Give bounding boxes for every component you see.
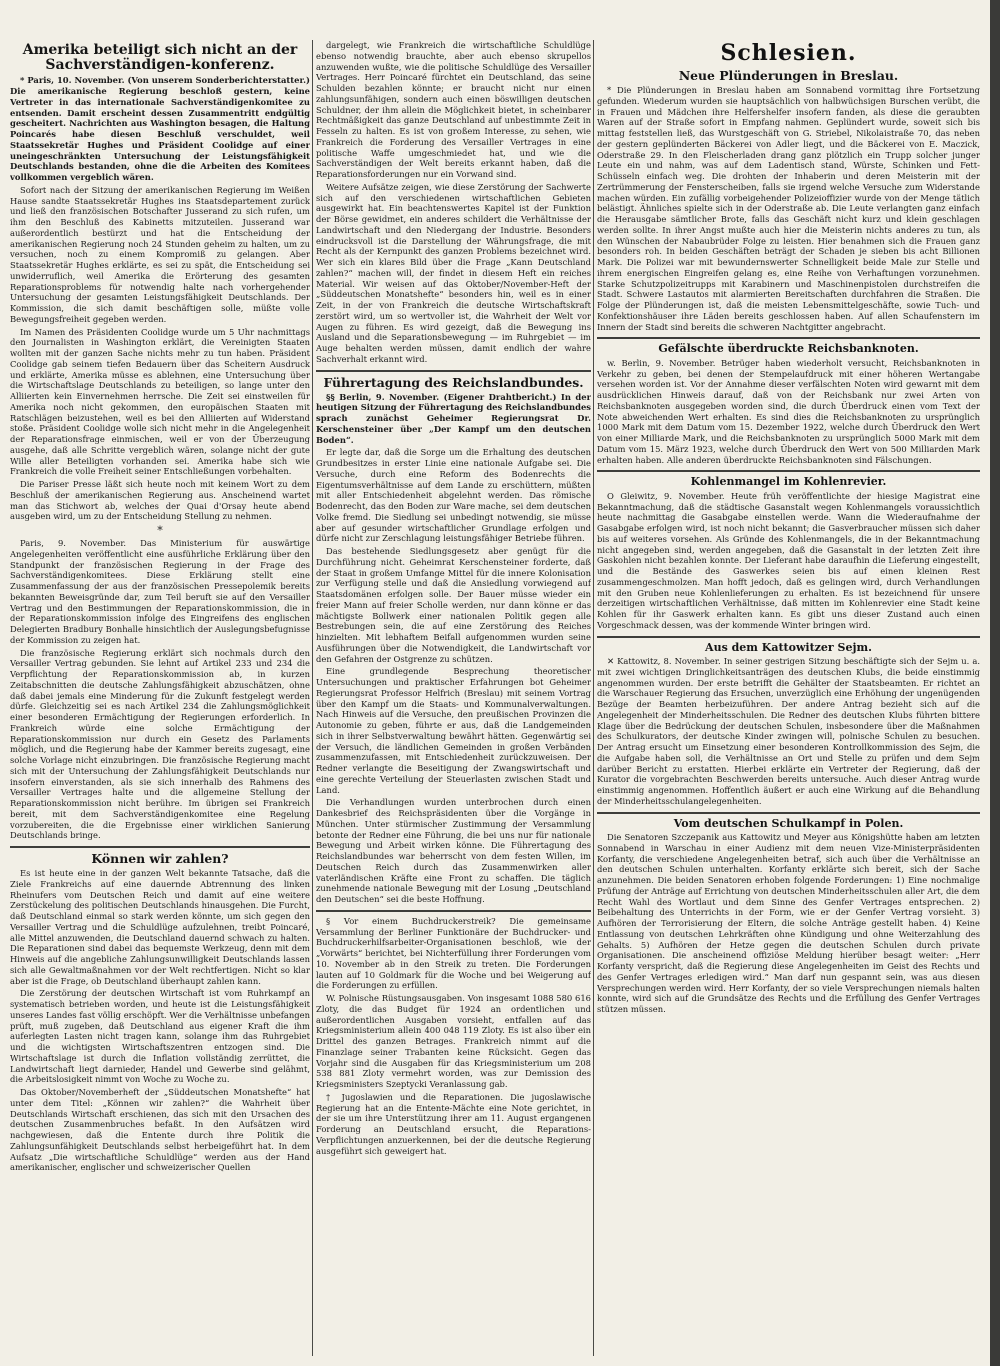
article-paragraph: * Die Plünderungen in Breslau haben am Sonnabend vormittag ihre Fortsetzung gefunden. Wiederum wurden sie hauptsächlich von halbwüchsigen Burschen verübt, die in Frauen und Mädchen ihre Helfershelfer insofern fanden, als diese die geraubten Waren auf der Straße sofort in Empfang nahmen. Geplündert wurde, soweit sich bis mittag feststellen ließ, das Wurstgeschäft von G. Striebel, Nikolaistraße 70, das neben der gestern geplünderten Bäckerei von Adler liegt, und die Bäckerei von E. Maczick, Oderstraße 29. In den Fleischerladen drang ganz plötzlich ein Trupp solcher junger Leute ein und nahm, was auf dem Ladentisch stand, Würste, Schinken und Fett-Schüsseln einfach weg. Die drohten der Inhaberin und deren Meisterin mit der Zertrümmerung der Fensterscheiben, falls sie irgend welche Versuche zum Widerstande machen würden. Ein zufällig vorbeigehender Polizeioffizier wurde von der Menge tätlich belästigt. Ähnliches spielte sich in der Oderstraße ab. Die Leute verlangten ganz einfach die Herausgabe sämtlicher Brote, falls das Geschäft nicht kurz und klein geschlagen werden sollte. In ihrer Angst mußte auch hier die Meisterin nichts anderes zu tun, als den Wünschen der Nabaubrüder Folge zu leisten. Hier benahmen sich die Frauen ganz besonders roh. In beiden Geschäften beträgt der Schaden je sieben bis acht Billionen Mark. Die Polizei war mit bewundernswerter Schnelligkeit beide Male zur Stelle und ihrem energischen Eingreifen gelang es, eine Reihe von Verhaftungen vorzunehmen. Starke Schutzpolizeitrupps mit Karabinern und Maschinenpistolen durchstreifen die Stadt. Schwere Lastautos mit alarmierten Bereitschaften durchfahren die Straßen. Die Folge der Plünderungen ist, daß die meisten Lebensmittelgeschäfte, sowie Tuch- und Konfektionshäuser ihre Läden bereits geschlossen haben. Auf allen Schaufenstern im Innern der Stadt sind bereits die schweren Nachtgitter angebracht. — [597, 85, 980, 332]
article-paragraph: Weitere Aufsätze zeigen, wie diese Zerstörung der Sachwerte sich auf den verschiedenen wirtschaftlichen Gebieten ausgewirkt hat. Ein beachtenswertes Kapitel ist der Funktion der Börse gewidmet, ein anderes schildert die Verhältnisse der Landwirtschaft und den Niedergang der Industrie. Besonders eindrucksvoll ist die Darstellung der Währungsfrage, die mit Recht als der Kernpunkt des ganzen Problems bezeichnet wird. Wer sich ein klares Bild über die Frage „Kann Deutschland zahlen?“ machen will, der findet in diesem Heft ein reiches Material. Wir weisen auf das Oktober/November-Heft der „Süddeutschen Monatshefte“ besonders hin, weil es in einer Zeit, in der von Frankreich die deutsche Wirtschaftskraft zerstört wird, um so wertvoller ist, die Wahrheit der Welt vor Augen zu führen. Es wird gezeigt, daß die Bewegung ins Ausland und die Separationsbewegung — im Ruhrgebiet — im Auge behalten werden müssen, damit endlich der wahre Sachverhalt erkannt wird. — [316, 181, 591, 364]
article-headline: Neue Plünderungen in Breslau. — [678, 68, 899, 83]
article-paragraph: ✕ Kattowitz, 8. November. In seiner gestrigen Sitzung beschäftigte sich der Sejm u. a. mit zwei wichtigen Dringlichkeitsanträgen des deutschen Klubs, die beide einstimmig angenommen wurden. Der erste betrifft die Gehälter der Staatsbeamten. Er richtet an die Warschauer Regierung das Ersuchen, unverzüglich eine Erhöhung der ungenügenden Bezüge der Beamten herbeizuführen. Der andere Antrag bezieht sich auf die Angelegenheit der Minderheitsschulen. Die Redner des deutschen Klubs führten bittere Klage über die Bedrückung der deutschen Schulen, insbesondere über die Maßnahmen des Schulkurators, der deutsche Kinder zwingen will, polnische Schulen zu besuchen. Der Antrag ersucht um Einsetzung einer besonderen Kontrollkommission des Sejm, die die Aufgabe haben soll, die Verhältnisse an Ort und Stelle zu prüfen und dem Sejm darüber Bericht zu erstatten. Hierbei erklärte ein Vertreter der Regierung, daß der Kurator die vorgebrachten Beschwerden bereits untersuche. Auch dieser Antrag wurde einstimmig angenommen. Hoffentlich äußert er auch eine Wirkung auf die Behandlung der Minderheitsschulangelegenheiten. — [597, 656, 980, 806]
article-paragraph: Die Pariser Presse läßt sich heute noch mit keinem Wort zu dem Beschluß der amerikanischen Regierung aus. Anscheinend wartet man das Stichwort ab, welches der Quai d'Orsay heute abend ausgeben wird, um zu der Entscheidung Stellung zu nehmen. — [10, 479, 310, 522]
right-column — [597, 40, 980, 1017]
article-headline: Vom deutschen Schulkampf in Polen. — [673, 816, 904, 830]
article-paragraph: dargelegt, wie Frankreich die wirtschaftliche Schuldlüge ebenso notwendig brauchte, aber auch ebenso skrupellos anzuwenden wußte, wie die politische Schuldlüge des Versailler Vertrages. Herr Poincaré fürchtet ein Deutschland, das seine Schulden bezahlen könnte; er braucht nicht nur einen zahlungsunfähigen, sondern auch einen böswilligen deutschen Schuldner, der ihm allein die Möglichkeit bietet, in scheinbarer Rechtmäßigkeit das ganze Deutschland auf unbestimmte Zeit in Fesseln zu halten. Es ist von großem Interesse, zu sehen, wie Frankreich die Forderung des Versailler Vertrages in eine politische Waffe umgeschmiedet hat, und wie die Sachverständigen der Welt bereits erkannt haben, daß die Reparationsforderungen nur ein Vorwand sind. — [316, 40, 591, 179]
article-divider — [316, 910, 591, 912]
article-paragraph: Eine grundlegende Besprechung theoretischer Untersuchungen und praktischer Erfahrungen bot Geheimer Regierungsrat Professor Helfrich (Breslau) mit seinem Vortrag über den Kampf um die Staats- und Kommunalverwaltungen. Nach Hinweis auf die Versuche, den preußischen Provinzen die Autonomie zu geben, führte er aus, daß die Landgemeinden sich in ihrer Selbstverwaltung bewährt hätten. Gegenwärtig sei der Versuch, die ländlichen Gemeinden in großen Verbänden zusammenzufassen, mit Entschiedenheit zurückzuweisen. Der Redner verlangte die Beseitigung der Zwangswirtschaft und eine gerechte Verteilung der Steuerlasten zwischen Stadt und Land. — [316, 666, 591, 795]
article-headline: Können wir zahlen? — [91, 851, 229, 867]
column-divider — [312, 40, 313, 1356]
middle-column — [316, 40, 591, 1158]
article-paragraph: Paris, 9. November. Das Ministerium für auswärtige Angelegenheiten veröffentlicht eine ausführliche Erklärung über den Standpunkt der französischen Regierung in der Frage des Sachverständigenkomitees. Diese Erklärung stellt eine Zusammenfassung der aus der französischen Pressepolemik bereits bekannten Beweisgründe dar, zum Teil beruft sie auf den Versailler Vertrag und den Bestimmungen der Reparationskommission, die in der Reparationskommission infolge des Eingreifens des englischen Delegierten Bradbury Bonhalle hinsichtlich der Auslegungsbefugnisse der Kommission zu zeigen hat. — [10, 538, 310, 645]
article-paragraph: Das bestehende Siedlungsgesetz aber genügt für die Durchführung nicht. Geheimrat Kerschensteiner forderte, daß der Staat in großem Umfange Mittel für die innere Kolonisation zur Verfügung stelle und daß die Ansiedlung vorwiegend auf Staatsdomänen erfolgen solle. Der Bauer müsse wieder ein freier Mann auf freier Scholle werden, nur dann könne er das mächtigste Bollwerk einer nationalen Politik gegen alle Bestrebungen sein, die auf eine Zerstörung des Reiches hinzielten. Mit lebhaftem Beifall aufgenommen wurden seine Ausführungen über die Notwendigkeit, die Landwirtschaft vor den Gefahren der Ostgrenze zu schützen. — [316, 546, 591, 664]
article-paragraph: Die Senatoren Szczepanik aus Kattowitz und Meyer aus Königshütte haben am letzten Sonnabend in Warschau in einer Audienz mit dem neuen Vize-Ministerpräsidenten Korfanty, die verschiedene Angelegenheiten betraf, sich auch über die Verhältnisse an den deutschen Schulen unterhalten. Korfanty erklärte sich bereit, sich der Sache anzunehmen. Die beiden Senatoren erhoben folgende Forderungen: 1) Eine nochmalige Prüfung der Anträge auf Errichtung von deutschen Minderheitsschulen aller Art, die dem Recht Wahl des Wortlaut und dem Sinne des Genfer Vertrages entsprechen. 2) Beibehaltung des Unterrichts in der Form, wie er der Genfer Vertrag vorsieht. 3) Aufhören der Terrorisierung der Eltern, die solche Anträge gestellt haben. 4) Keine Entlassung von deutschen Lehrkräften ohne Kündigung und ohne Weiterzahlung des Gehalts. 5) Aufhören der Hetze gegen die deutschen Schulen durch private Organisationen. Die anscheinend offiziöse Meldung hierüber besagt weiter: „Herr Korfanty verspricht, daß die Regierung diese Angelegenheiten im Geist des Rechts und des Genfer Vertrages erledigen wird.“ Man darf nun gespannt sein, was aus diesen Versprechungen werden wird. Herr Korfanty, der so viele Versprechungen niemals halten konnte, wird sich auf die Grundsätze des Rechts und die Erfüllung des Genfer Vertrages stützen müssen. — [597, 832, 980, 1015]
article-divider — [316, 370, 591, 372]
article-lead: §§ Berlin, 9. November. (Eigener Drahtbericht.) In der heutigen Sitzung der Führertagung des Reichslandbundes sprach zunächst Geheimer Regierungsrat Dr. Kerschensteiner über „Der Kampf um den deutschen Boden“. — [316, 391, 591, 445]
article-divider — [597, 470, 980, 472]
article-paragraph: Sofort nach der Sitzung der amerikanischen Regierung im Weißen Hause sandte Staatssekretär Hughes ins Staatsdepartement zurück und ließ den französischen Botschafter Jusserand zu sich rufen, um ihm den Beschluß des Kabinetts mitzuteilen. Jusserand war außerordentlich bestürzt und hat die Entscheidung der amerikanischen Regierung noch 24 Stunden geheim zu halten, um zu versuchen, noch zu einem Kompromiß zu gelangen. Aber Staatssekretär Hughes erklärte, es sei zu spät, die Entscheidung sei unwiderruflich, weil Amerika die Erörterung des gesamten Reparationsproblems für notwendig halte nach vorhergehender Untersuchung der gesamten Leistungsfähigkeit Deutschlands. Der Kommission, die sich damit beschäftigen solle, müßte volle Bewegungsfreiheit gegeben werden. — [10, 184, 310, 324]
section-title: Schlesien. — [720, 40, 857, 66]
article-paragraph: Er legte dar, daß die Sorge um die Erhaltung des deutschen Grundbesitzes in erster Linie eine nationale Aufgabe sei. Die Versuche, durch eine Reform des Bodenrechts die Eigentumsverhältnisse auf dem Lande zu erschüttern, müßten mit aller Entschiedenheit abgelehnt werden. Das römische Bodenrecht, das den Boden zur Ware mache, sei dem deutschen Volke fremd. Die Siedlung sei unbedingt notwendig, sie müsse aber auf gesunder wirtschaftlicher Grundlage erfolgen und dürfe nicht zur Zerschlagung leistungsfähiger Betriebe führen. — [316, 447, 591, 544]
article-lead: * Paris, 10. November. (Von unserem Sonderberichterstatter.) Die amerikanische Regierung beschloß gestern, keine Vertreter in das internationale Sachverständigenkomitee zu entsenden. Damit erscheint dessen Zusammentritt endgültig gescheitert. Nachrichten aus Washington besagen, die Haltung Poincarés habe diesen Beschluß verschuldet, weil Staatssekretär Hughes und Präsident Coolidge auf einer uneingeschränkten Untersuchung der Leistungsfähigkeit Deutschlands bestanden, ohne die die Arbeiten des Komitees vollkommen vergeblich wären. — [10, 75, 310, 183]
article-headline: Führertagung des Reichslandbundes. — [323, 374, 584, 390]
article-headline: Gefälschte überdruckte Reichsbanknoten. — [658, 342, 919, 356]
news-item: † Jugoslawien und die Reparationen. Die jugoslawische Regierung hat an die Entente-Mächte eine Note gerichtet, in der sie um ihre Unterstützung ihrer am 11. August ergangenen Forderung an Deutschland ersucht, die Reparations-Verpflichtungen anzuerkennen, bei der die deutsche Regierung ausgeführt sich geweigert hat. — [316, 1091, 591, 1156]
page-binding-edge — [990, 0, 1000, 1366]
article-paragraph: Das Oktober/Novemberheft der „Süddeutschen Monatshefte“ hat unter dem Titel: „Können wir zahlen?“ die Wahrheit über Deutschlands Wirtschaft erschienen, das sich mit den Ursachen des deutschen Zusammenbruches befaßt. In den Aufsätzen wird nachgewiesen, daß die Entente durch ihre Politik die Zahlungsunfähigkeit Deutschlands selbst herbeigeführt hat. In dem Aufsatz „Die wirtschaftliche Schuldlüge“ werden aus der Hand amerikanischer, englischer und schweizerischer Quellen — [10, 1087, 310, 1173]
separator-asterisk: * — [157, 524, 163, 538]
article-paragraph: Die französische Regierung erklärt sich nochmals durch den Versailler Vertrag gebunden. Sie lehnt auf Artikel 233 und 234 die Verpflichtung der Reparationskommission ab, in kurzen Zeitabschnitten die deutsche Zahlungsfähigkeit abzuschätzen, ohne daß dabei jemals eine Minderung für die Zukunft festgelegt werden dürfe. Gleichzeitig sei es nach Artikel 234 die Zahlungsmöglichkeit einer besonderen Ermächtigung der Regierungen erforderlich. In Frankreich würde eine solche Ermächtigung der Reparationskommission nur durch ein Gesetz des Parlaments möglich, und die Regierung habe der Kammer bereits zugesagt, eine solche Vorlage nicht einzubringen. Die französische Regierung macht sich mit der Untersuchung der Zahlungsfähigkeit Deutschlands nur insofern einverstanden, als sie sich innerhalb des Rahmens des Versailler Vertrages halte und die allgemeine Stellung der Reparationskommission nicht berühre. Im übrigen sei Frankreich bereit, mit dem Sachverständigenkomitee eine Regelung vorzubereiten, die die Ergebnisse einer wirklichen Sanierung Deutschlands bringe. — [10, 647, 310, 841]
article-paragraph: Im Namen des Präsidenten Coolidge wurde um 5 Uhr nachmittags den Journalisten in Washington erklärt, die Vereinigten Staaten wollten mit der ganzen Sache nichts mehr zu tun haben. Präsident Coolidge gab seinem tiefen Bedauern über das Scheitern Ausdruck und erklärte, Amerika müsse es ablehnen, eine Untersuchung über die Wirtschaftslage Deutschlands zu beteiligen, so lange unter den Alliierten kein Einvernehmen herrsche. Die Zeit sei einstweilen für Amerika noch nicht gekommen, den europäischen Staaten mit Ratschlägen beizustehen, weil es bei den Alliierten auf Widerstand stoße. Präsident Coolidge wolle sich nicht mehr in die Angelegenheit der Reparationsfrage einmischen, weil er von der Überzeugung ausgehe, daß alle Schritte vergeblich wären, solange nicht der gute Wille aller Beteiligten vorhanden sei. Amerika habe sich wie Frankreich die volle Freiheit seiner Entschließungen vorbehalten. — [10, 326, 310, 477]
left-column — [10, 40, 310, 1175]
news-item: W. Polnische Rüstungsausgaben. Von insgesamt 1088 580 616 Zloty, die das Budget für 1924 an ordentlichen und außerordentlichen Ausgaben vorsieht, entfallen auf das Kriegsministerium allein 400 048 119 Zloty. Es ist also über ein Drittel des ganzen Betrages. Frankreich nimmt auf die Finanzlage seiner Trabanten keine Rücksicht. Gegen das Vorjahr sind die Ausgaben für das Kriegsministerium um 208 538 881 Zloty vermehrt worden, was zur Demission des Kriegsministers Szeptycki Veranlassung gab. — [316, 993, 591, 1090]
article-paragraph: Es ist heute eine in der ganzen Welt bekannte Tatsache, daß die Ziele Frankreichs auf eine dauernde Abtrennung des linken Rheinufers vom Deutschen Reich und damit auf eine weitere Zerstückelung des politischen Deutschlands hinausgehen. Die Furcht, daß Deutschland einmal so stark werden könnte, um sich gegen den Versailler Vertrag und die Schuldlüge aufzulehnen, treibt Poincaré, alle Mittel anzuwenden, die Deutschland dauernd schwach zu halten. Die Reparationen sind dabei das bequemste Werkzeug, denn mit dem Hinweis auf die angebliche Zahlungsunwilligkeit Deutschlands lassen sich alle Gewaltmaßnahmen vor der Welt rechtfertigen. Nicht so klar aber ist die Frage, ob Deutschland überhaupt zahlen kann. — [10, 868, 310, 986]
article-divider — [597, 636, 980, 638]
article-divider — [10, 846, 310, 848]
article-paragraph: Die Verhandlungen wurden unterbrochen durch einen Dankesbrief des Reichspräsidenten über die Vorgänge in München. Unter stürmischer Zustimmung der Versammlung betonte der Redner eine Führung, die bei uns nur für nationale Bewegung und Arbeit wirken könne. Die Führertagung des Reichslandbundes war beherrscht von dem festen Willen, im Deutschen Reich durch das Zusammenwirken aller vaterländischen Kräfte eine Front zu schaffen. Die täglich zunehmende nationale Bewegung mit der Losung „Deutschland den Deutschen“ sei die beste Hoffnung. — [316, 797, 591, 905]
article-paragraph: Die Zerstörung der deutschen Wirtschaft ist vom Ruhrkampf an systematisch betrieben worden, und heute ist die Leistungsfähigkeit unseres Landes fast völlig erschöpft. Wer die Verhältnisse unbefangen prüft, muß zugeben, daß Deutschland aus eigener Kraft die ihm auferlegten Lasten nicht tragen kann, solange ihm das Ruhrgebiet und die wichtigsten Wirtschaftszentren entzogen sind. Die Wirtschaftslage ist durch die Inflation vollständig zerrüttet, die Landwirtschaft liegt darnieder, Handel und Gewerbe sind gelähmt, die Arbeitslosigkeit nimmt von Woche zu Woche zu. — [10, 988, 310, 1085]
news-item: § Vor einem Buchdruckerstreik? Die gemeinsame Versammlung der Berliner Funktionäre der Buchdrucker- und Buchdruckerhilfsarbeiter-Organisationen beschloß, wie der „Vorwärts“ berichtet, bei Nichterfüllung ihrer Forderungen vom 10. November ab in den Streik zu treten. Die Forderungen lauten auf 10 Goldmark für die Woche und bei Weigerung auf die Forderungen zu erfüllen. — [316, 915, 591, 991]
article-headline: Aus dem Kattowitzer Sejm. — [705, 640, 872, 654]
article-headline: Kohlenmangel im Kohlenrevier. — [690, 475, 887, 489]
article-paragraph: O Gleiwitz, 9. November. Heute früh veröffentlichte der hiesige Magistrat eine Bekanntmachung, daß die städtische Gasanstalt wegen Kohlenmangels voraussichtlich heute nachmittag die Gasabgabe einstellen werde. Wann die Wiederaufnahme der Gasabgabe erfolgen wird, ist noch nicht bekannt; die Gasverbraucher müssen sich daher bis auf weiteres vorsehen. Als Gründe des Kohlenmangels, die in der Bekanntmachung nicht angegeben sind, werden angegeben, daß die Gasanstalt in der letzten Zeit ihre Gaskohlen nicht bezahlen konnte. Der Lieferant habe daraufhin die Lieferung eingestellt, und die Bestände des Gaswerkes seien bis auf einen kleinen Rest zusammengeschmolzen. Man hofft jedoch, daß es gelingen wird, durch Verhandlungen mit den Gruben neue Kohlenlieferungen zu erhalten. Es ist bezeichnend für unsere derzeitigen wirtschaftlichen Verhältnisse, daß mitten im Kohlenrevier eine Stadt keine Kohlen für ihr Gaswerk erhalten kann. Es gibt uns dieser Zustand auch einen Vorgeschmack dessen, was der kommende Winter bringen wird. — [597, 490, 980, 630]
article-headline: Amerika beteiligt sich nicht an der Sachverständigen-konferenz. — [22, 42, 298, 73]
article-divider — [597, 812, 980, 814]
article-paragraph: w. Berlin, 9. November. Betrüger haben wiederholt versucht, Reichsbanknoten in Verkehr zu geben, bei denen der Stempelaufdruck mit einer höheren Wertangabe versehen worden ist. Vor der Annahme dieser verfälschten Noten wird gewarnt mit dem ausdrücklichen Hinweis darauf, daß von der Reichsbank nur zwei Arten von Reichsbanknoten ausgegeben worden sind, die durch Überdruck einen vom Text der Note abweichenden Wert erhalten. Es sind dies die Reichsbanknoten zu ursprünglich 1000 Mark mit dem Datum vom 15. Dezember 1922, welche durch Überdruck den Wert von einer Milliarde Mark, und die Reichsbanknoten zu ursprünglich 5000 Mark mit dem Datum vom 15. März 1923, welche durch Überdruck den Wert von 500 Milliarden Mark erhalten haben. Alle anderen überdruckte Reichsbanknoten sind Fälschungen. — [597, 357, 980, 465]
column-divider — [593, 40, 594, 1356]
article-divider — [597, 337, 980, 339]
